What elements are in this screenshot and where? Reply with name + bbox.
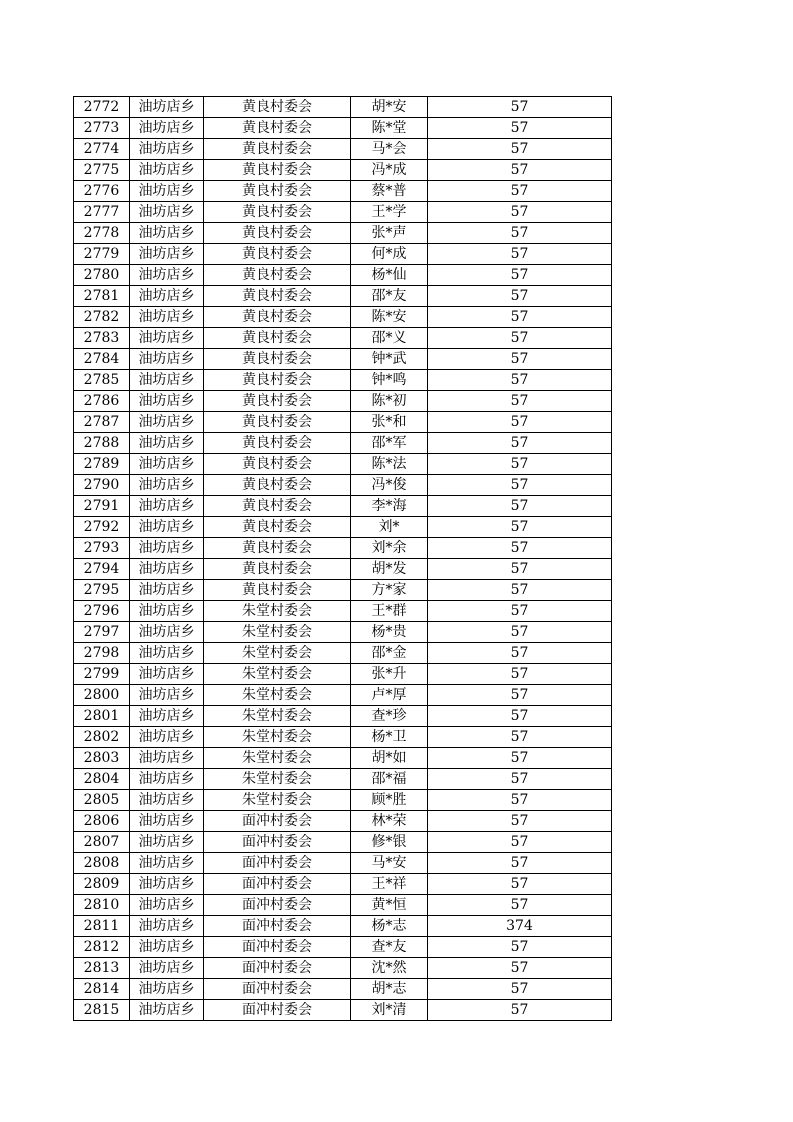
town-cell: 油坊店乡 [130,916,204,937]
town-cell: 油坊店乡 [130,223,204,244]
row-number-cell: 2804 [74,769,130,790]
name-cell: 刘*余 [351,538,428,559]
name-cell: 邵*军 [351,433,428,454]
town-cell: 油坊店乡 [130,580,204,601]
town-cell: 油坊店乡 [130,118,204,139]
amount-cell: 57 [428,496,612,517]
name-cell: 张*和 [351,412,428,433]
row-number-cell: 2785 [74,370,130,391]
amount-cell: 57 [428,958,612,979]
town-cell: 油坊店乡 [130,685,204,706]
table-row [74,118,612,139]
row-number-cell: 2773 [74,118,130,139]
name-cell: 钟*鸣 [351,370,428,391]
amount-cell: 57 [428,601,612,622]
row-number-cell: 2809 [74,874,130,895]
table-row [74,790,612,811]
row-number-cell: 2772 [74,97,130,118]
table-row [74,916,612,937]
amount-cell: 57 [428,748,612,769]
town-cell: 油坊店乡 [130,160,204,181]
town-cell: 油坊店乡 [130,853,204,874]
town-cell: 油坊店乡 [130,727,204,748]
name-cell: 胡*志 [351,979,428,1000]
village-cell: 黄良村委会 [204,118,351,139]
row-number-cell: 2782 [74,307,130,328]
amount-cell: 57 [428,580,612,601]
village-cell: 黄良村委会 [204,412,351,433]
row-number-cell: 2784 [74,349,130,370]
town-cell: 油坊店乡 [130,286,204,307]
table-row [74,832,612,853]
table-row [74,391,612,412]
town-cell: 油坊店乡 [130,454,204,475]
village-cell: 黄良村委会 [204,139,351,160]
amount-cell: 57 [428,895,612,916]
village-cell: 朱堂村委会 [204,727,351,748]
table-row [74,937,612,958]
town-cell: 油坊店乡 [130,244,204,265]
town-cell: 油坊店乡 [130,895,204,916]
table-row [74,265,612,286]
amount-cell: 57 [428,202,612,223]
town-cell: 油坊店乡 [130,601,204,622]
row-number-cell: 2777 [74,202,130,223]
village-cell: 黄良村委会 [204,580,351,601]
row-number-cell: 2815 [74,1000,130,1021]
town-cell: 油坊店乡 [130,349,204,370]
amount-cell: 374 [428,916,612,937]
town-cell: 油坊店乡 [130,412,204,433]
amount-cell: 57 [428,265,612,286]
name-cell: 冯*俊 [351,475,428,496]
name-cell: 林*荣 [351,811,428,832]
row-number-cell: 2811 [74,916,130,937]
row-number-cell: 2803 [74,748,130,769]
table-row [74,622,612,643]
name-cell: 顾*胜 [351,790,428,811]
village-cell: 黄良村委会 [204,223,351,244]
name-cell: 刘*清 [351,1000,428,1021]
village-cell: 面冲村委会 [204,895,351,916]
name-cell: 张*声 [351,223,428,244]
amount-cell: 57 [428,706,612,727]
village-cell: 朱堂村委会 [204,748,351,769]
town-cell: 油坊店乡 [130,664,204,685]
town-cell: 油坊店乡 [130,433,204,454]
name-cell: 邵*福 [351,769,428,790]
row-number-cell: 2779 [74,244,130,265]
village-cell: 黄良村委会 [204,559,351,580]
amount-cell: 57 [428,1000,612,1021]
amount-cell: 57 [428,244,612,265]
town-cell: 油坊店乡 [130,979,204,1000]
row-number-cell: 2783 [74,328,130,349]
village-cell: 朱堂村委会 [204,769,351,790]
table-row [74,349,612,370]
village-cell: 黄良村委会 [204,475,351,496]
amount-cell: 57 [428,538,612,559]
village-cell: 黄良村委会 [204,538,351,559]
village-cell: 面冲村委会 [204,811,351,832]
village-cell: 面冲村委会 [204,1000,351,1021]
data-table [73,96,612,1021]
town-cell: 油坊店乡 [130,475,204,496]
row-number-cell: 2802 [74,727,130,748]
row-number-cell: 2786 [74,391,130,412]
name-cell: 何*成 [351,244,428,265]
name-cell: 王*祥 [351,874,428,895]
amount-cell: 57 [428,391,612,412]
table-row [74,685,612,706]
name-cell: 李*海 [351,496,428,517]
row-number-cell: 2788 [74,433,130,454]
table-row [74,538,612,559]
village-cell: 黄良村委会 [204,160,351,181]
village-cell: 朱堂村委会 [204,706,351,727]
town-cell: 油坊店乡 [130,811,204,832]
amount-cell: 57 [428,223,612,244]
table-row [74,370,612,391]
name-cell: 查*友 [351,937,428,958]
village-cell: 黄良村委会 [204,202,351,223]
name-cell: 陈*堂 [351,118,428,139]
row-number-cell: 2774 [74,139,130,160]
row-number-cell: 2797 [74,622,130,643]
table-row [74,223,612,244]
town-cell: 油坊店乡 [130,391,204,412]
village-cell: 朱堂村委会 [204,622,351,643]
table-row [74,706,612,727]
row-number-cell: 2778 [74,223,130,244]
village-cell: 黄良村委会 [204,181,351,202]
town-cell: 油坊店乡 [130,874,204,895]
row-number-cell: 2801 [74,706,130,727]
amount-cell: 57 [428,517,612,538]
amount-cell: 57 [428,349,612,370]
village-cell: 黄良村委会 [204,391,351,412]
town-cell: 油坊店乡 [130,328,204,349]
town-cell: 油坊店乡 [130,559,204,580]
amount-cell: 57 [428,685,612,706]
amount-cell: 57 [428,97,612,118]
amount-cell: 57 [428,454,612,475]
town-cell: 油坊店乡 [130,139,204,160]
row-number-cell: 2776 [74,181,130,202]
row-number-cell: 2792 [74,517,130,538]
town-cell: 油坊店乡 [130,790,204,811]
name-cell: 杨*贵 [351,622,428,643]
row-number-cell: 2796 [74,601,130,622]
town-cell: 油坊店乡 [130,937,204,958]
name-cell: 修*银 [351,832,428,853]
amount-cell: 57 [428,307,612,328]
table-row [74,412,612,433]
village-cell: 黄良村委会 [204,97,351,118]
name-cell: 卢*厚 [351,685,428,706]
town-cell: 油坊店乡 [130,97,204,118]
table-row [74,307,612,328]
row-number-cell: 2775 [74,160,130,181]
amount-cell: 57 [428,433,612,454]
town-cell: 油坊店乡 [130,622,204,643]
row-number-cell: 2806 [74,811,130,832]
name-cell: 马*会 [351,139,428,160]
amount-cell: 57 [428,874,612,895]
amount-cell: 57 [428,559,612,580]
village-cell: 黄良村委会 [204,454,351,475]
name-cell: 胡*安 [351,97,428,118]
row-number-cell: 2780 [74,265,130,286]
village-cell: 面冲村委会 [204,832,351,853]
village-cell: 面冲村委会 [204,874,351,895]
name-cell: 沈*然 [351,958,428,979]
amount-cell: 57 [428,622,612,643]
row-number-cell: 2794 [74,559,130,580]
name-cell: 张*升 [351,664,428,685]
row-number-cell: 2789 [74,454,130,475]
amount-cell: 57 [428,643,612,664]
table-row [74,895,612,916]
row-number-cell: 2787 [74,412,130,433]
table-row [74,559,612,580]
town-cell: 油坊店乡 [130,958,204,979]
amount-cell: 57 [428,286,612,307]
name-cell: 查*珍 [351,706,428,727]
name-cell: 陈*法 [351,454,428,475]
table-row [74,811,612,832]
town-cell: 油坊店乡 [130,832,204,853]
town-cell: 油坊店乡 [130,370,204,391]
village-cell: 朱堂村委会 [204,790,351,811]
town-cell: 油坊店乡 [130,748,204,769]
town-cell: 油坊店乡 [130,643,204,664]
amount-cell: 57 [428,139,612,160]
town-cell: 油坊店乡 [130,496,204,517]
town-cell: 油坊店乡 [130,538,204,559]
amount-cell: 57 [428,790,612,811]
amount-cell: 57 [428,727,612,748]
row-number-cell: 2810 [74,895,130,916]
name-cell: 马*安 [351,853,428,874]
town-cell: 油坊店乡 [130,202,204,223]
row-number-cell: 2814 [74,979,130,1000]
table-row [74,664,612,685]
village-cell: 黄良村委会 [204,370,351,391]
name-cell: 邵*义 [351,328,428,349]
amount-cell: 57 [428,412,612,433]
village-cell: 黄良村委会 [204,349,351,370]
village-cell: 朱堂村委会 [204,685,351,706]
table-row [74,958,612,979]
name-cell: 胡*如 [351,748,428,769]
row-number-cell: 2805 [74,790,130,811]
row-number-cell: 2812 [74,937,130,958]
village-cell: 黄良村委会 [204,328,351,349]
village-cell: 黄良村委会 [204,433,351,454]
name-cell: 王*学 [351,202,428,223]
village-cell: 朱堂村委会 [204,664,351,685]
village-cell: 朱堂村委会 [204,643,351,664]
village-cell: 面冲村委会 [204,937,351,958]
name-cell: 钟*武 [351,349,428,370]
town-cell: 油坊店乡 [130,706,204,727]
town-cell: 油坊店乡 [130,1000,204,1021]
table-row [74,433,612,454]
table-row [74,748,612,769]
table-row [74,517,612,538]
table-row [74,601,612,622]
name-cell: 王*群 [351,601,428,622]
village-cell: 黄良村委会 [204,244,351,265]
village-cell: 面冲村委会 [204,916,351,937]
name-cell: 邵*金 [351,643,428,664]
table-row [74,160,612,181]
row-number-cell: 2798 [74,643,130,664]
amount-cell: 57 [428,811,612,832]
name-cell: 杨*卫 [351,727,428,748]
town-cell: 油坊店乡 [130,517,204,538]
amount-cell: 57 [428,370,612,391]
village-cell: 黄良村委会 [204,496,351,517]
amount-cell: 57 [428,664,612,685]
village-cell: 面冲村委会 [204,979,351,1000]
table-row [74,202,612,223]
table-row [74,874,612,895]
row-number-cell: 2790 [74,475,130,496]
village-cell: 黄良村委会 [204,517,351,538]
row-number-cell: 2795 [74,580,130,601]
table-row [74,769,612,790]
row-number-cell: 2793 [74,538,130,559]
table-row [74,454,612,475]
name-cell: 陈*安 [351,307,428,328]
row-number-cell: 2781 [74,286,130,307]
name-cell: 刘* [351,517,428,538]
table-row [74,244,612,265]
amount-cell: 57 [428,853,612,874]
table-row [74,181,612,202]
row-number-cell: 2813 [74,958,130,979]
name-cell: 方*家 [351,580,428,601]
name-cell: 邵*友 [351,286,428,307]
table-row [74,853,612,874]
name-cell: 杨*仙 [351,265,428,286]
table-row [74,580,612,601]
town-cell: 油坊店乡 [130,265,204,286]
table-row [74,1000,612,1021]
amount-cell: 57 [428,979,612,1000]
amount-cell: 57 [428,937,612,958]
table-body [74,97,612,1021]
name-cell: 蔡*普 [351,181,428,202]
name-cell: 冯*成 [351,160,428,181]
row-number-cell: 2808 [74,853,130,874]
amount-cell: 57 [428,769,612,790]
amount-cell: 57 [428,832,612,853]
table-row [74,97,612,118]
town-cell: 油坊店乡 [130,769,204,790]
table-row [74,328,612,349]
name-cell: 杨*志 [351,916,428,937]
name-cell: 胡*发 [351,559,428,580]
table-row [74,475,612,496]
table-row [74,286,612,307]
amount-cell: 57 [428,160,612,181]
village-cell: 黄良村委会 [204,286,351,307]
table-row [74,979,612,1000]
amount-cell: 57 [428,181,612,202]
table-row [74,496,612,517]
name-cell: 陈*初 [351,391,428,412]
village-cell: 黄良村委会 [204,265,351,286]
village-cell: 面冲村委会 [204,958,351,979]
amount-cell: 57 [428,118,612,139]
village-cell: 面冲村委会 [204,853,351,874]
village-cell: 朱堂村委会 [204,601,351,622]
row-number-cell: 2799 [74,664,130,685]
amount-cell: 57 [428,475,612,496]
table-row [74,139,612,160]
village-cell: 黄良村委会 [204,307,351,328]
row-number-cell: 2807 [74,832,130,853]
town-cell: 油坊店乡 [130,181,204,202]
town-cell: 油坊店乡 [130,307,204,328]
row-number-cell: 2791 [74,496,130,517]
table-row [74,727,612,748]
amount-cell: 57 [428,328,612,349]
row-number-cell: 2800 [74,685,130,706]
table-row [74,643,612,664]
name-cell: 黄*恒 [351,895,428,916]
